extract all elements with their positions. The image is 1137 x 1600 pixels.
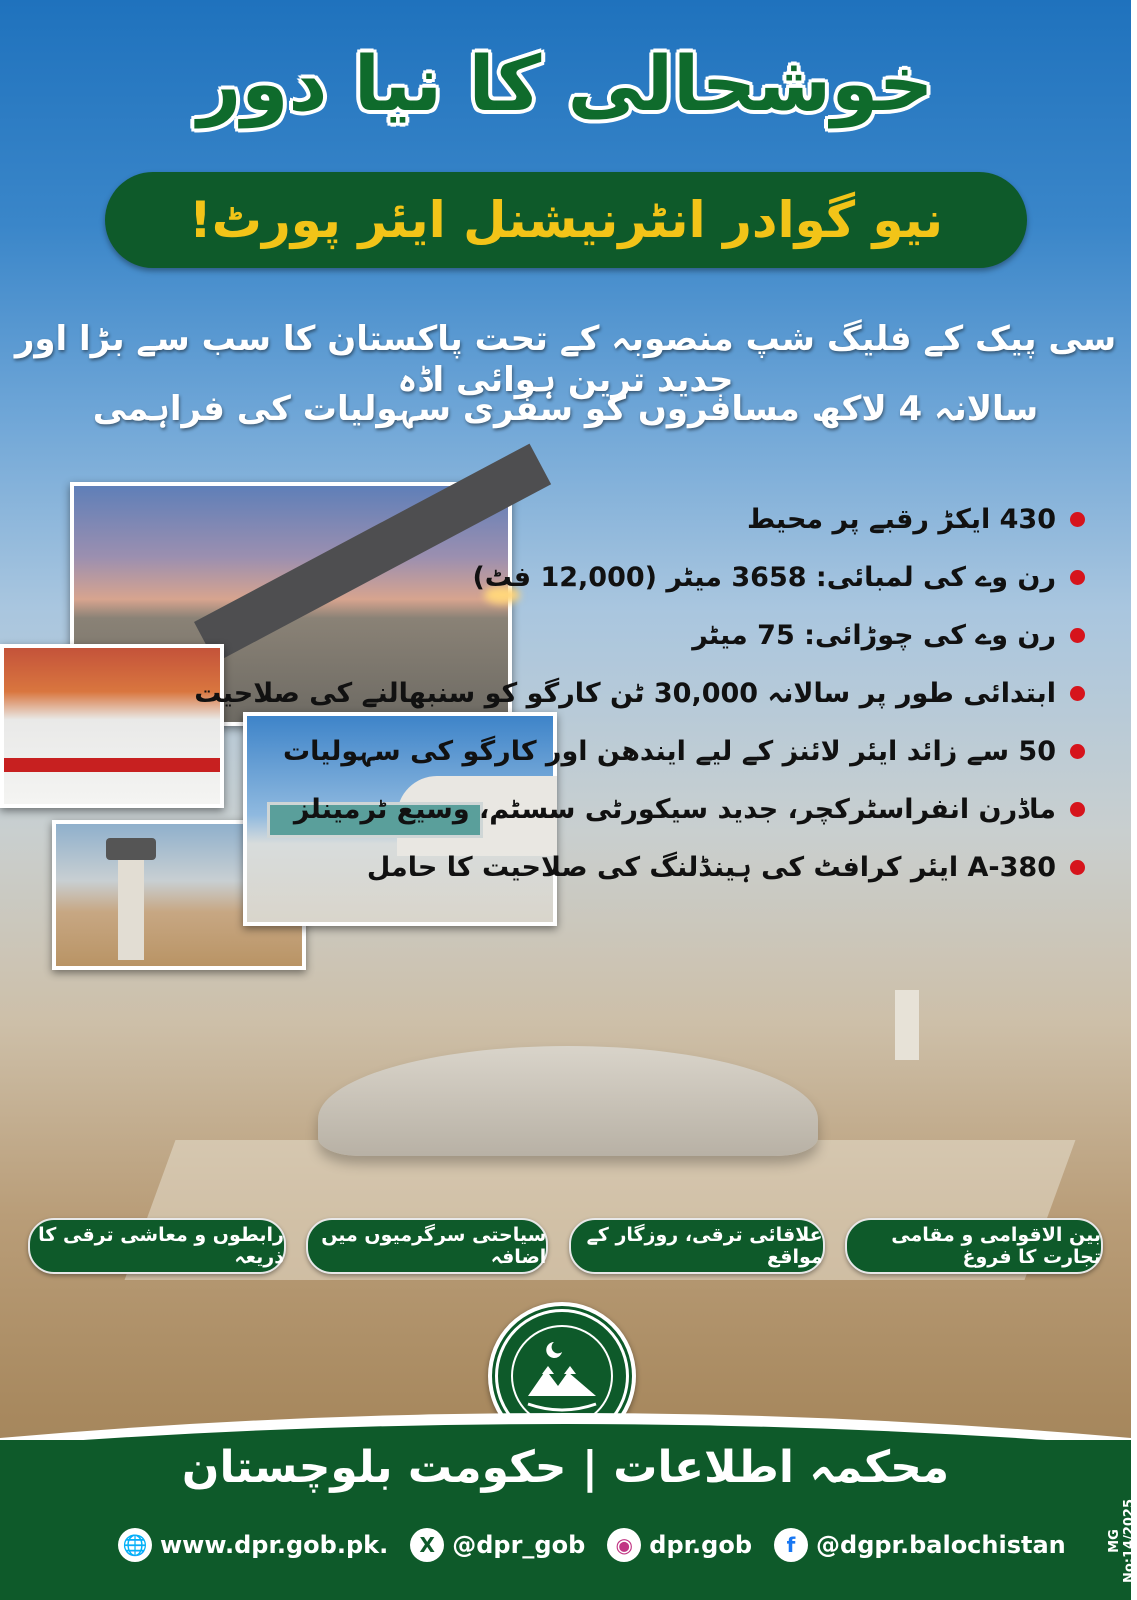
intro-line-1: سی پیک کے فلیگ شپ منصوبہ کے تحت پاکستان کا سب سے بڑا اور جدید ترین ہوائی اڈہ [14,319,1117,400]
bullet-icon [1070,628,1085,643]
instagram-link[interactable] [607,1528,752,1562]
benefit-pill: بین الاقوامی و مقامی تجارت کا فروغ [845,1218,1103,1274]
x-icon: X [410,1528,444,1562]
mg-number: MG No:14/2025 [1107,1498,1137,1584]
twitter-handle: @dpr_gob [452,1531,586,1559]
terminal-interior-photo [0,644,224,808]
footer-title: محکمہ اطلاعات | حکومت بلوچستان [181,1442,950,1493]
facebook-icon: f [774,1528,808,1562]
benefit-pills [28,1218,1103,1274]
feature-text: ماڈرن انفراسٹرکچر، جدید سیکورٹی سسٹم، وسیع ٹرمینلز [293,793,1056,825]
intro-line-2: سالانہ 4 لاکھ مسافروں کو سفری سہولیات کی فراہمی [92,389,1039,429]
bullet-icon [1070,570,1085,585]
feature-text: 50 سے زائد ایئر لائنز کے لیے ایندھن اور کارگو کی سہولیات [282,735,1056,767]
bullet-icon [1070,686,1085,701]
benefit-pill: علاقائی ترقی، روزگار کے مواقع [569,1218,825,1274]
bullet-icon [1070,802,1085,817]
benefit-pill: رابطوں و معاشی ترقی کا ذریعہ [28,1218,286,1274]
page-title: خوشحالی کا نیا دور [197,39,934,128]
feature-text: A-380 ایئر کرافٹ کی ہینڈلنگ کی صلاحیت کا حامل [366,851,1056,883]
twitter-link[interactable] [410,1528,585,1562]
subtitle-banner [105,172,1027,268]
feature-item [293,780,1085,838]
feature-text: رن وے کی لمبائی: 3658 میٹر (12,000 فٹ) [472,561,1056,593]
terminal-building [318,1046,818,1156]
feature-item [282,722,1085,780]
facebook-handle: @dgpr.balochistan [816,1531,1066,1559]
feature-item [465,490,1085,548]
bullet-icon [1070,860,1085,875]
feature-text: 430 ایکڑ رقبے پر محیط [747,503,1056,535]
feature-item [194,664,1085,722]
feature-text: رن وے کی چوڑائی: 75 میٹر [692,619,1056,651]
facebook-link[interactable] [774,1528,1066,1562]
social-links [118,1528,1066,1562]
feature-text: ابتدائی طور پر سالانہ 30,000 ٹن کارگو کو سنبھالنے کی صلاحیت [194,677,1056,709]
benefit-pill: سیاحتی سرگرمیوں میں اضافہ [306,1218,548,1274]
website-text: www.dpr.gob.pk. [160,1531,389,1559]
instagram-icon: ◉ [607,1528,641,1562]
feature-item [465,548,1085,606]
instagram-handle: dpr.gob [649,1531,753,1559]
feature-item [465,606,1085,664]
bullet-icon [1070,512,1085,527]
globe-icon: 🌐 [118,1528,152,1562]
website-link[interactable] [118,1528,388,1562]
control-tower-aerial [895,990,919,1060]
feature-list [194,490,1085,896]
bullet-icon [1070,744,1085,759]
feature-item [366,838,1085,896]
subtitle-text: نیو گوادر انٹرنیشنل ایئر پورٹ! [188,191,944,249]
